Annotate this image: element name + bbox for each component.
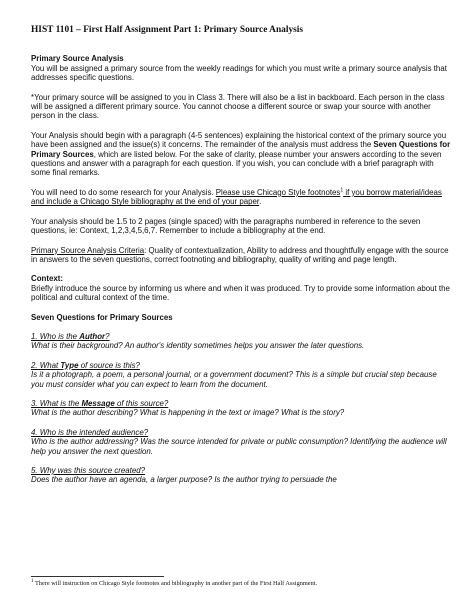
context-text: Briefly introduce the source by informing us where and when it was produced. Try to provide some information about the political and cultural context of the time. bbox=[31, 283, 450, 303]
research-text-after: . bbox=[259, 197, 262, 207]
context-section bbox=[31, 274, 451, 302]
footnote-mark: 1 bbox=[31, 578, 34, 584]
footnote bbox=[31, 580, 317, 587]
footnote-text: There will instruction on Chicago Style footnotes and bibliography in another part of the First Half Assignment. bbox=[33, 580, 318, 587]
document-title: HIST 1101 – First Half Assignment Part 1: Primary Source Analysis bbox=[31, 25, 304, 35]
intro-section bbox=[31, 54, 451, 82]
document-page bbox=[31, 26, 451, 485]
question-1-text: What is their background? An author's identity sometimes helps you answer the later questions. bbox=[31, 341, 365, 351]
analysis-text-before: Your Analysis should begin with a paragraph (4-5 sentences) explaining the historical context of the primary source you have been assigned and the issue(s) it concerns. The remainder of the analysis must address the bbox=[31, 130, 447, 150]
length-paragraph: Your analysis should be 1.5 to 2 pages (single spaced) with the paragraphs numbered in reference to the seven questions, ie: Context, 1,2,3,4,5,6,7. Remember to include a bibliography at the end. bbox=[31, 216, 421, 236]
intro-heading: Primary Source Analysis bbox=[31, 54, 124, 64]
question-1 bbox=[31, 332, 451, 351]
research-text-before: You will need to do some research for your Analysis. bbox=[31, 187, 216, 197]
context-heading: Context: bbox=[31, 274, 63, 284]
questions-heading: Seven Questions for Primary Sources bbox=[31, 312, 173, 322]
question-3-title: 3. What is the Message of this source? bbox=[31, 398, 169, 408]
research-paragraph bbox=[31, 188, 451, 207]
question-3 bbox=[31, 399, 451, 418]
question-1-title: 1. Who is the Author? bbox=[31, 331, 110, 341]
question-5 bbox=[31, 466, 451, 485]
question-2-text: Is it a photograph, a poem, a personal journal, or a government document? This is a simple but crucial step because you must consider what you can expect to learn from the document. bbox=[31, 370, 437, 389]
question-2 bbox=[31, 361, 451, 389]
analysis-paragraph bbox=[31, 131, 451, 178]
question-4 bbox=[31, 428, 451, 456]
footnote-divider bbox=[31, 576, 164, 577]
question-4-title: 4. Who is the intended audience? bbox=[31, 427, 149, 437]
chicago-style-instruction-part2: if you borrow material/ideas and include a Chicago Style bibliography at the end of your paper bbox=[31, 187, 442, 207]
criteria-label: Primary Source Analysis Criteria bbox=[31, 245, 145, 255]
question-5-title: 5. Why was this source created? bbox=[31, 466, 146, 475]
chicago-style-instruction-part1: Please use Chicago Style footnotes bbox=[215, 187, 341, 197]
criteria-text: : Quality of contextualization, Ability to address and thoughtfully engage with the source in answers to the seven questions, correct footnoting and bibliography, quality of writing and page length. bbox=[31, 245, 449, 264]
question-4-text: Who is the author addressing? Was the source intended for private or public consumption? Identifying the audience will help you answer the next question. bbox=[31, 437, 447, 456]
seven-questions-emphasis: Seven Questions for Primary Sources bbox=[31, 140, 451, 159]
footnote-reference: 1 bbox=[340, 187, 344, 194]
assignment-note: *Your primary source will be assigned to you in Class 3. There will also be a list in backboard. Each person in the class will be assigned a different primary source. You cannot choose a different source or swap your source with another person in the class. bbox=[31, 92, 445, 121]
analysis-text-after: , which are listed below. For the sake of clarity, please number your answers according to the seven questions and answer with a paragraph for each question. If you wish, you can conclude with a brief paragraph with some final remarks. bbox=[31, 149, 442, 178]
question-2-title: 2. What Type of source is this? bbox=[31, 360, 140, 370]
criteria-paragraph bbox=[31, 246, 451, 265]
intro-text: You will be assigned a primary source from the weekly readings for which you must write a primary source analysis that addresses specific questions. bbox=[31, 63, 447, 83]
question-3-text: What is the author describing? What is happening in the text or image? What is the story? bbox=[31, 408, 345, 418]
question-5-text: Does the author have an agenda, a larger purpose? Is the author trying to persuade the bbox=[31, 475, 337, 485]
